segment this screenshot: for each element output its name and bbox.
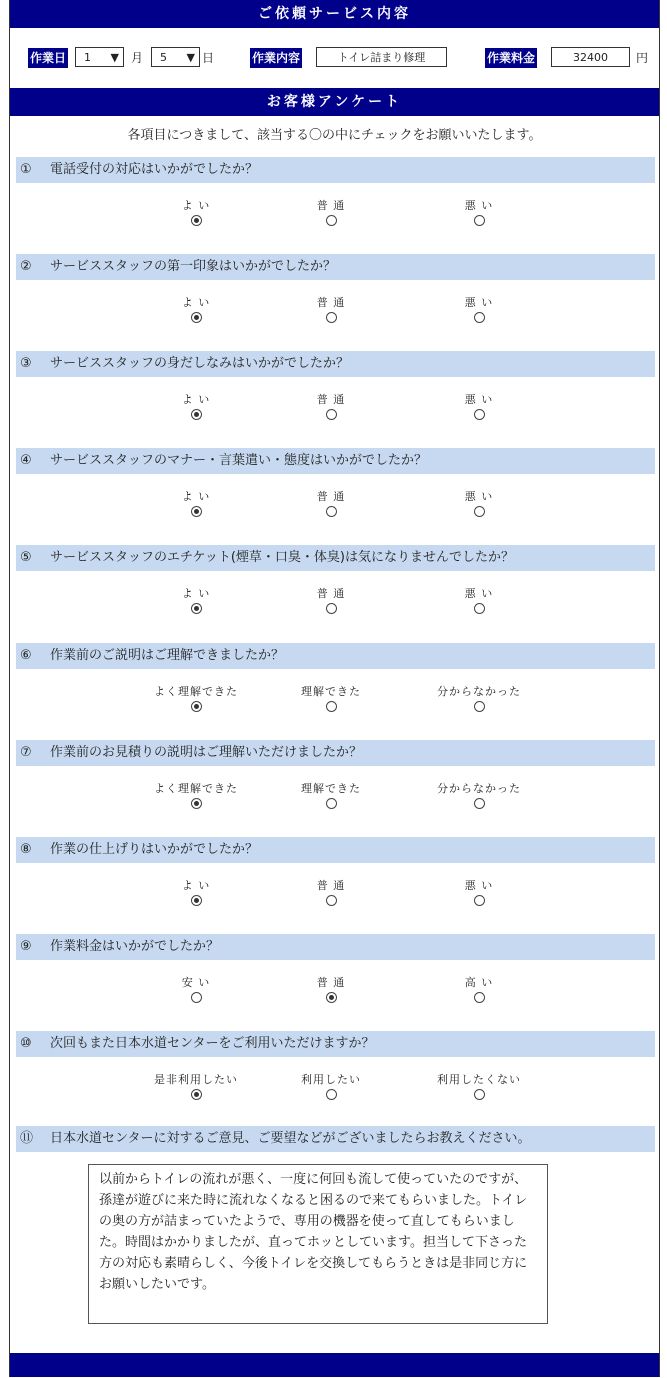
day-value: 5 xyxy=(160,51,167,64)
answer-options xyxy=(16,571,655,631)
comment-textarea[interactable]: 以前からトイレの流れが悪く、一度に何回も流して使っていたのですが、孫達が遊びに来た時に流れなくなると困るので来てもらいました。トイレの奥の方が詰まっていたようで、専用の機器を使って直してもらいました。時間はかかりましたが、直ってホッとしています。担当して下さった方の対応も素晴らしく、今後トイレを交換してもらうときは是非同じ方にお願いしたいです。 xyxy=(88,1164,548,1324)
option-label: 普 通 xyxy=(316,976,346,989)
answer-option[interactable] xyxy=(136,296,256,323)
question-number: ⑪ xyxy=(20,1131,34,1146)
question-header xyxy=(16,351,655,377)
radio-unchecked-icon[interactable] xyxy=(474,895,485,906)
answer-option[interactable] xyxy=(271,782,391,809)
answer-option[interactable] xyxy=(271,587,391,614)
radio-checked-icon[interactable] xyxy=(191,701,202,712)
work-fee-label: 作業料金 xyxy=(485,48,537,68)
answer-option[interactable] xyxy=(271,199,391,226)
question-text: 作業前のお見積りの説明はご理解いただけましたか？ xyxy=(50,745,363,760)
answer-option[interactable] xyxy=(271,685,391,712)
radio-checked-icon[interactable] xyxy=(191,409,202,420)
option-label: 分からなかった xyxy=(437,685,521,698)
question-number: ④ xyxy=(20,453,32,468)
fee-unit: 円 xyxy=(636,51,649,65)
answer-option[interactable] xyxy=(136,976,256,1003)
answer-option[interactable] xyxy=(136,199,256,226)
question-text: サービススタッフのエチケット(煙草・口臭・体臭)は気になりませんでしたか？ xyxy=(50,550,514,565)
question-number: ③ xyxy=(20,356,32,371)
radio-unchecked-icon[interactable] xyxy=(326,895,337,906)
question-number: ① xyxy=(20,162,32,177)
answer-option[interactable] xyxy=(136,782,256,809)
option-label: よ い xyxy=(181,199,211,212)
option-label: 利用したくない xyxy=(437,1073,521,1086)
question-number: ⑤ xyxy=(20,550,32,565)
answer-option[interactable] xyxy=(271,879,391,906)
question-text: 作業前のご説明はご理解できましたか？ xyxy=(50,648,285,663)
question-number: ② xyxy=(20,259,32,274)
answer-option[interactable] xyxy=(419,685,539,712)
question-number: ⑩ xyxy=(20,1036,32,1051)
question-text: サービススタッフの第一印象はいかがでしたか？ xyxy=(50,259,337,274)
option-label: よ い xyxy=(181,490,211,503)
question-header xyxy=(16,643,655,669)
answer-options xyxy=(16,183,655,243)
radio-unchecked-icon[interactable] xyxy=(326,1089,337,1100)
question-8 xyxy=(16,837,655,923)
question-header xyxy=(16,545,655,571)
question-header xyxy=(16,1031,655,1057)
option-label: 普 通 xyxy=(316,879,346,892)
option-label: 悪 い xyxy=(464,490,494,503)
option-label: 理解できた xyxy=(301,782,361,795)
question-1 xyxy=(16,157,655,243)
option-label: 是非利用したい xyxy=(154,1073,238,1086)
answer-option[interactable] xyxy=(136,393,256,420)
option-label: よ い xyxy=(181,296,211,309)
radio-unchecked-icon[interactable] xyxy=(326,603,337,614)
answer-option[interactable] xyxy=(419,1073,539,1100)
radio-checked-icon[interactable] xyxy=(191,895,202,906)
answer-option[interactable] xyxy=(419,490,539,517)
option-label: 悪 い xyxy=(464,393,494,406)
answer-options xyxy=(16,1057,655,1117)
question-5 xyxy=(16,545,655,631)
question-number: ⑦ xyxy=(20,745,32,760)
question-header xyxy=(16,740,655,766)
answer-options xyxy=(16,766,655,826)
month-select[interactable] xyxy=(75,47,124,67)
question-text: 日本水道センターに対するご意見、ご要望などがございましたらお教えください。 xyxy=(50,1131,531,1146)
radio-unchecked-icon[interactable] xyxy=(474,992,485,1003)
radio-unchecked-icon[interactable] xyxy=(474,603,485,614)
radio-unchecked-icon[interactable] xyxy=(474,701,485,712)
answer-option[interactable] xyxy=(419,296,539,323)
option-label: 悪 い xyxy=(464,587,494,600)
service-header: ご依頼サービス内容 xyxy=(10,0,659,28)
survey-instruction: 各項目につきまして、該当する〇の中にチェックをお願いいたします。 xyxy=(127,128,542,143)
radio-unchecked-icon[interactable] xyxy=(326,215,337,226)
option-label: よ い xyxy=(181,393,211,406)
day-select[interactable] xyxy=(151,47,200,67)
answer-options xyxy=(16,863,655,923)
work-date-label: 作業日 xyxy=(28,48,68,68)
option-label: 普 通 xyxy=(316,587,346,600)
work-content-field[interactable]: トイレ詰まり修理 xyxy=(316,47,447,67)
question-header xyxy=(16,837,655,863)
footer-bar xyxy=(10,1353,659,1377)
answer-option[interactable] xyxy=(136,1073,256,1100)
answer-option[interactable] xyxy=(271,393,391,420)
question-number: ⑧ xyxy=(20,842,32,857)
option-label: よく理解できた xyxy=(154,685,238,698)
option-label: 利用したい xyxy=(301,1073,361,1086)
question-9 xyxy=(16,934,655,1020)
answer-option[interactable] xyxy=(136,490,256,517)
option-label: 安 い xyxy=(181,976,211,989)
option-label: 理解できた xyxy=(301,685,361,698)
survey-header: お客様アンケート xyxy=(10,88,659,116)
radio-checked-icon[interactable] xyxy=(191,1089,202,1100)
question-4 xyxy=(16,448,655,534)
question-text: 電話受付の対応はいかがでしたか？ xyxy=(50,162,259,177)
question-header xyxy=(16,1126,655,1152)
answer-options xyxy=(16,960,655,1020)
answer-option[interactable] xyxy=(271,1073,391,1100)
question-7 xyxy=(16,740,655,826)
question-header xyxy=(16,157,655,183)
radio-unchecked-icon[interactable] xyxy=(326,409,337,420)
answer-option[interactable] xyxy=(419,587,539,614)
radio-unchecked-icon[interactable] xyxy=(326,798,337,809)
chevron-down-icon: ▼ xyxy=(110,51,119,64)
option-label: 悪 い xyxy=(464,199,494,212)
question-text: 作業の仕上げりはいかがでしたか？ xyxy=(50,842,259,857)
answer-option[interactable] xyxy=(419,976,539,1003)
radio-checked-icon[interactable] xyxy=(191,312,202,323)
answer-option[interactable] xyxy=(136,587,256,614)
answer-option[interactable] xyxy=(419,199,539,226)
work-fee-field[interactable]: 32400 xyxy=(551,47,630,67)
radio-unchecked-icon[interactable] xyxy=(474,798,485,809)
option-label: よ い xyxy=(181,879,211,892)
answer-options xyxy=(16,377,655,437)
radio-checked-icon[interactable] xyxy=(326,992,337,1003)
day-unit: 日 xyxy=(202,51,215,65)
question-11 xyxy=(16,1126,655,1152)
answer-option[interactable] xyxy=(136,879,256,906)
month-value: 1 xyxy=(84,51,91,64)
service-info-row xyxy=(10,44,659,72)
question-header xyxy=(16,934,655,960)
question-6 xyxy=(16,643,655,729)
answer-option[interactable] xyxy=(419,393,539,420)
question-text: 作業料金はいかがでしたか？ xyxy=(50,939,220,954)
radio-checked-icon[interactable] xyxy=(191,798,202,809)
radio-checked-icon[interactable] xyxy=(191,506,202,517)
option-label: 普 通 xyxy=(316,199,346,212)
answer-option[interactable] xyxy=(419,782,539,809)
answer-options xyxy=(16,474,655,534)
radio-unchecked-icon[interactable] xyxy=(326,701,337,712)
question-number: ⑥ xyxy=(20,648,32,663)
answer-option[interactable] xyxy=(271,490,391,517)
answer-option[interactable] xyxy=(136,685,256,712)
question-10 xyxy=(16,1031,655,1117)
question-text: サービススタッフのマナー・言葉遣い・態度はいかがでしたか？ xyxy=(50,453,428,468)
option-label: よ い xyxy=(181,587,211,600)
radio-checked-icon[interactable] xyxy=(191,215,202,226)
radio-unchecked-icon[interactable] xyxy=(474,1089,485,1100)
option-label: 普 通 xyxy=(316,490,346,503)
question-text: サービススタッフの身だしなみはいかがでしたか？ xyxy=(50,356,350,371)
radio-unchecked-icon[interactable] xyxy=(326,312,337,323)
radio-checked-icon[interactable] xyxy=(191,603,202,614)
chevron-down-icon: ▼ xyxy=(186,51,195,64)
question-header xyxy=(16,448,655,474)
answer-options xyxy=(16,669,655,729)
month-unit: 月 xyxy=(131,51,144,65)
option-label: 悪 い xyxy=(464,879,494,892)
question-text: 次回もまた日本水道センターをご利用いただけますか？ xyxy=(50,1036,375,1051)
option-label: 高 い xyxy=(464,976,494,989)
question-number: ⑨ xyxy=(20,939,32,954)
answer-option[interactable] xyxy=(419,879,539,906)
radio-unchecked-icon[interactable] xyxy=(191,992,202,1003)
question-3 xyxy=(16,351,655,437)
answer-option[interactable] xyxy=(271,976,391,1003)
work-content-label: 作業内容 xyxy=(250,48,302,68)
answer-options xyxy=(16,280,655,340)
option-label: よく理解できた xyxy=(154,782,238,795)
question-header xyxy=(16,254,655,280)
radio-unchecked-icon[interactable] xyxy=(326,506,337,517)
question-2 xyxy=(16,254,655,340)
survey-form xyxy=(9,0,660,1377)
answer-option[interactable] xyxy=(271,296,391,323)
option-label: 普 通 xyxy=(316,296,346,309)
option-label: 悪 い xyxy=(464,296,494,309)
radio-unchecked-icon[interactable] xyxy=(474,506,485,517)
radio-unchecked-icon[interactable] xyxy=(474,312,485,323)
option-label: 普 通 xyxy=(316,393,346,406)
option-label: 分からなかった xyxy=(437,782,521,795)
radio-unchecked-icon[interactable] xyxy=(474,215,485,226)
radio-unchecked-icon[interactable] xyxy=(474,409,485,420)
